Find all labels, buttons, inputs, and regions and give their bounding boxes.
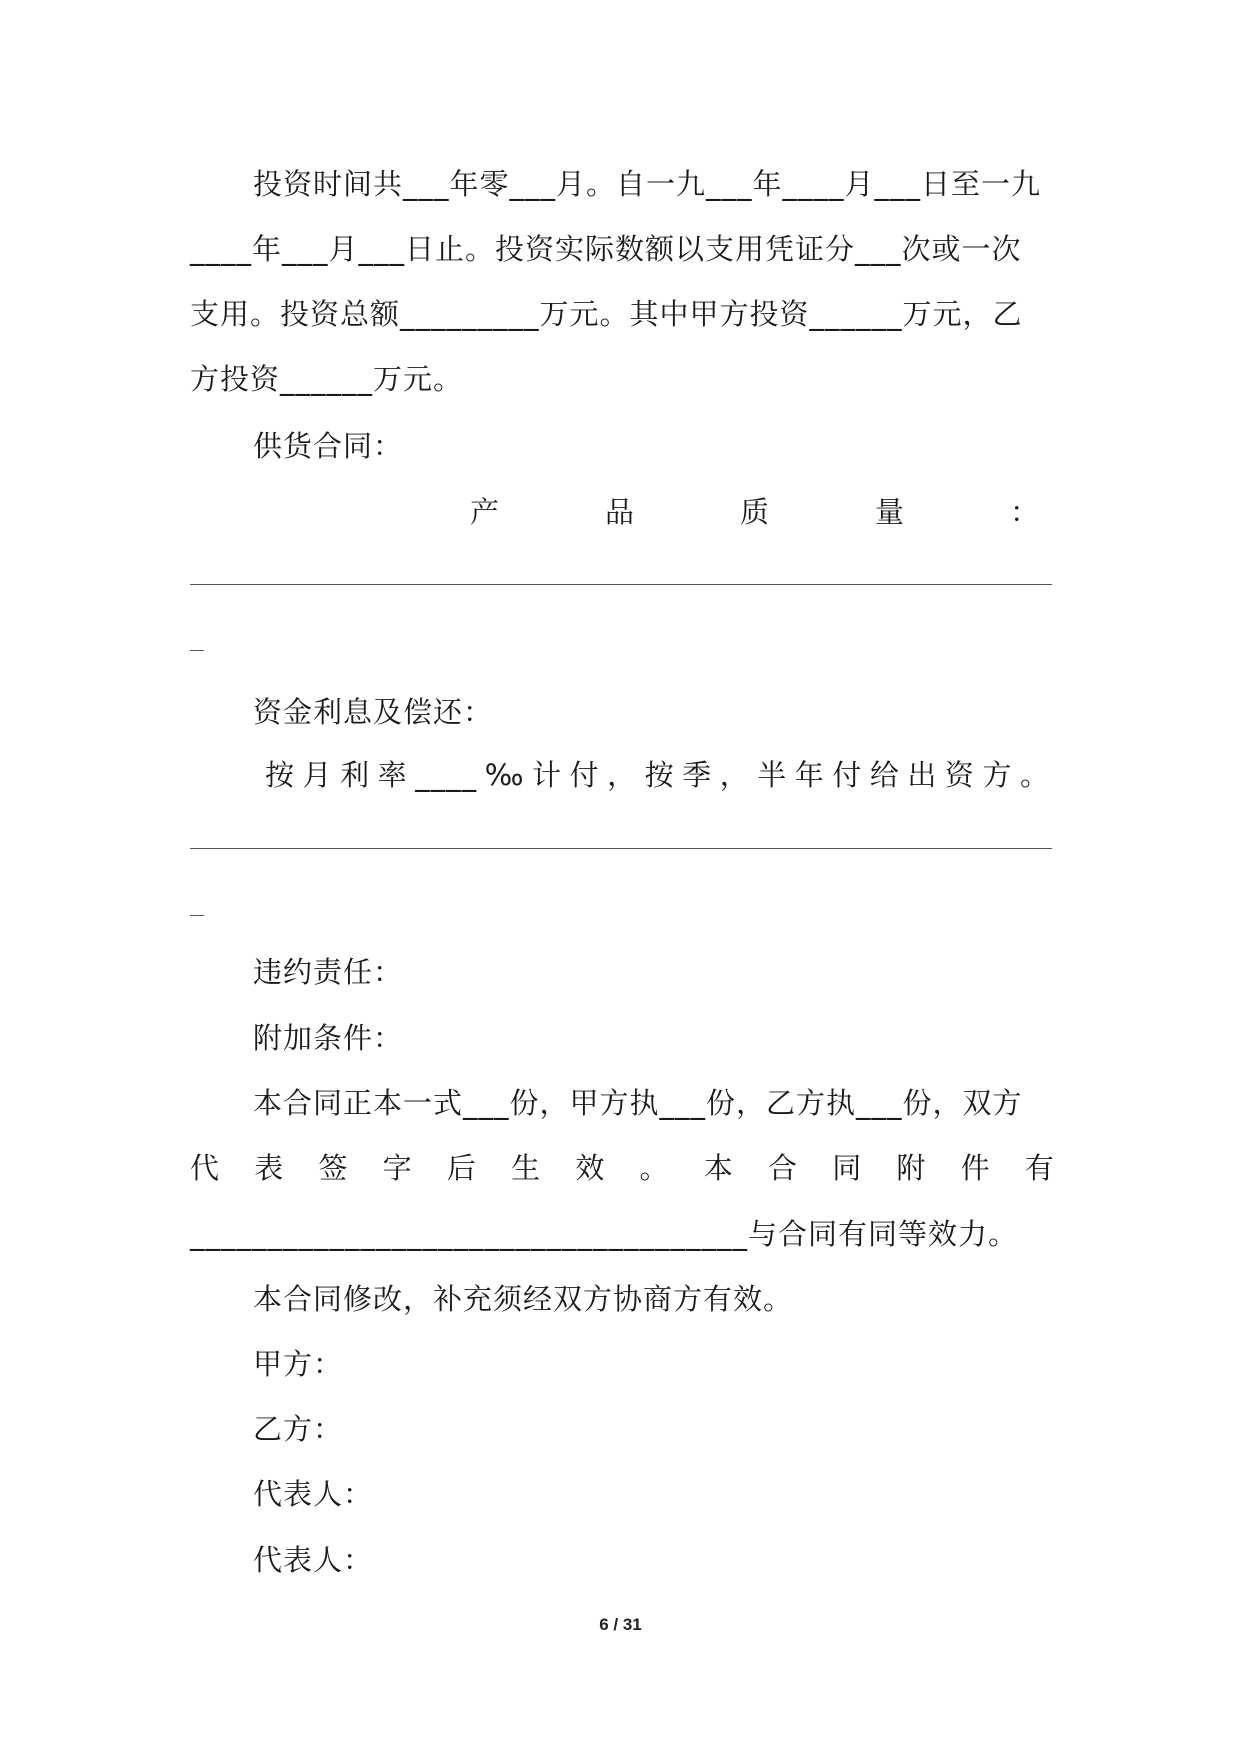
interest-char: 月 bbox=[302, 758, 333, 792]
product-quality-char: 品 bbox=[604, 495, 635, 529]
interest-char: 付 bbox=[569, 758, 600, 792]
copies-char: 同 bbox=[832, 1151, 863, 1185]
interest-char: 利 bbox=[340, 758, 371, 792]
investment-text-line-4: 方投资______万元。 bbox=[190, 362, 464, 396]
copies-text-line-1: 本合同正本一式___份，甲方执___份，乙方执___份，双方 bbox=[253, 1086, 1023, 1120]
party-b-label: 乙方： bbox=[253, 1412, 344, 1446]
copies-char: 生 bbox=[511, 1151, 542, 1185]
copies-char: 。 bbox=[639, 1151, 670, 1185]
copies-char: 代 bbox=[190, 1151, 221, 1185]
interest-char: 给 bbox=[869, 758, 900, 792]
copies-char: 效 bbox=[575, 1151, 606, 1185]
copies-text-line-3: ____________________________________与合同有同等效力。 bbox=[190, 1217, 1019, 1251]
copies-char: 有 bbox=[1024, 1151, 1055, 1185]
modification-text: 本合同修改，补充须经双方协商方有效。 bbox=[253, 1282, 794, 1316]
interest-char: 季 bbox=[682, 758, 713, 792]
interest-char: 计 bbox=[532, 758, 563, 792]
interest-char: 按 bbox=[265, 758, 296, 792]
product-quality-line bbox=[470, 492, 1040, 532]
representative-label: 代表人： bbox=[253, 1477, 374, 1511]
product-quality-char: 质 bbox=[739, 495, 770, 529]
copies-char: 件 bbox=[960, 1151, 991, 1185]
page-indicator: 6 / 31 bbox=[599, 1615, 642, 1634]
blank-fill-stub bbox=[190, 915, 204, 916]
interest-char: ， bbox=[719, 758, 750, 792]
copies-char: 表 bbox=[254, 1151, 285, 1185]
interest-rate-line bbox=[265, 755, 1050, 795]
party-a-label: 甲方： bbox=[253, 1347, 344, 1381]
copies-char: 字 bbox=[382, 1151, 413, 1185]
copies-char: 附 bbox=[896, 1151, 927, 1185]
additional-conditions-heading: 附加条件： bbox=[253, 1021, 404, 1055]
interest-blank: ____ bbox=[415, 758, 478, 792]
interest-char: 方 bbox=[982, 758, 1013, 792]
copies-char: 后 bbox=[446, 1151, 477, 1185]
product-quality-char: 产 bbox=[470, 495, 501, 529]
blank-fill-rule bbox=[190, 584, 1052, 585]
supply-contract-heading: 供货合同： bbox=[253, 429, 404, 463]
interest-char: 出 bbox=[907, 758, 938, 792]
interest-char: 付 bbox=[832, 758, 863, 792]
capital-interest-heading: 资金利息及偿还： bbox=[253, 695, 494, 729]
interest-char: 资 bbox=[944, 758, 975, 792]
breach-heading: 违约责任： bbox=[253, 955, 404, 989]
investment-text-line-2: ____年___月___日止。投资实际数额以支用凭证分___次或一次 bbox=[190, 232, 1022, 266]
copies-text-line-2 bbox=[190, 1148, 1055, 1188]
interest-char: ‰ bbox=[484, 758, 525, 792]
blank-fill-rule bbox=[190, 848, 1052, 849]
copies-char: 本 bbox=[703, 1151, 734, 1185]
investment-text-line-3: 支用。投资总额_________万元。其中甲方投资______万元，乙 bbox=[190, 297, 1023, 331]
interest-char: ， bbox=[607, 758, 638, 792]
investment-text-line-1: 投资时间共___年零___月。自一九___年____月___日至一九 bbox=[253, 167, 1042, 201]
representative-label: 代表人： bbox=[253, 1543, 374, 1577]
interest-char: 率 bbox=[377, 758, 408, 792]
product-quality-char: ： bbox=[1009, 495, 1040, 529]
copies-char: 合 bbox=[767, 1151, 798, 1185]
product-quality-char: 量 bbox=[874, 495, 905, 529]
blank-fill-stub bbox=[190, 650, 204, 651]
interest-char: 按 bbox=[644, 758, 675, 792]
interest-char: 。 bbox=[1019, 758, 1050, 792]
interest-char: 年 bbox=[794, 758, 825, 792]
interest-char: 半 bbox=[757, 758, 788, 792]
copies-char: 签 bbox=[318, 1151, 349, 1185]
